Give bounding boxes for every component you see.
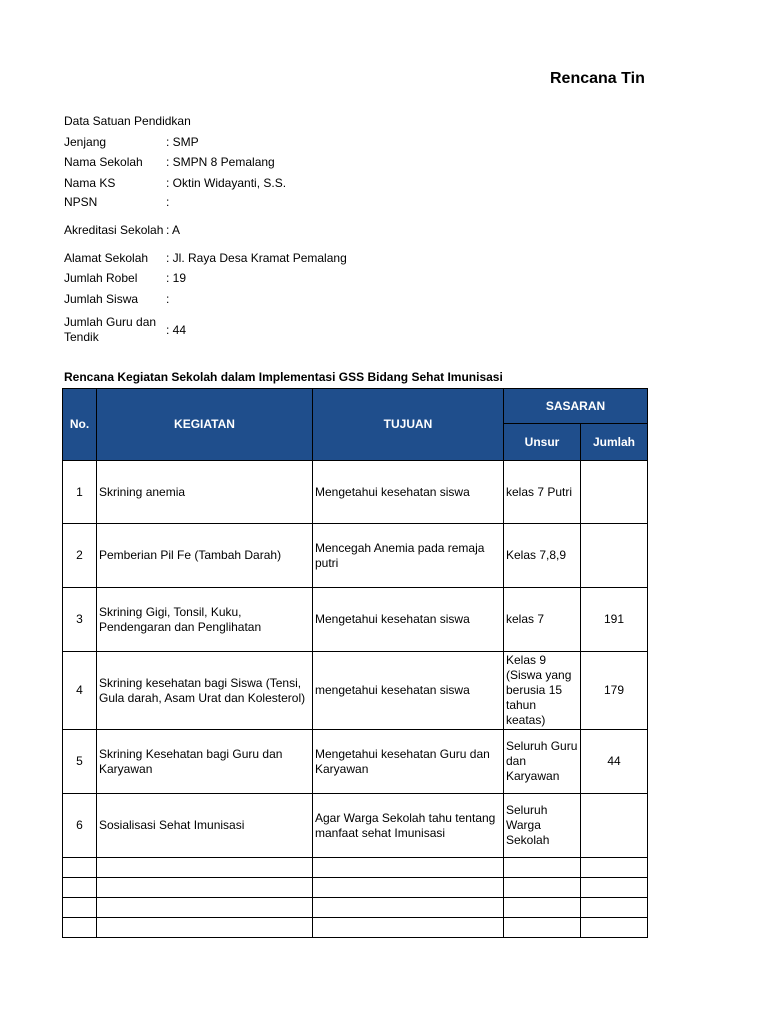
- info-value: : SMPN 8 Pemalang: [166, 155, 275, 169]
- school-info: [64, 112, 484, 350]
- info-label: NPSN: [64, 195, 98, 209]
- row-jumlah: [581, 794, 648, 858]
- info-row-guru-tendik: [64, 310, 484, 350]
- row-jumlah: [581, 461, 648, 524]
- info-value: : Oktin Widayanti, S.S.: [166, 175, 287, 190]
- empty-cell: [97, 918, 313, 938]
- row-kegiatan: Skrining anemia: [97, 461, 313, 524]
- info-label: Jumlah Robel: [64, 270, 138, 285]
- info-value: : 44: [166, 322, 187, 337]
- empty-row: [63, 898, 648, 918]
- row-kegiatan: Skrining Gigi, Tonsil, Kuku, Pendengaran dan Penglihatan: [97, 588, 313, 652]
- info-value: : A: [166, 222, 181, 237]
- row-tujuan: mengetahui kesehatan siswa: [313, 652, 504, 730]
- info-value: :: [166, 195, 170, 209]
- empty-cell: [581, 858, 648, 878]
- row-tujuan: Mengetahui kesehatan Guru dan Karyawan: [313, 730, 504, 794]
- row-unsur: kelas 7: [504, 588, 581, 652]
- row-no: 1: [63, 461, 97, 524]
- row-kegiatan: Skrining Kesehatan bagi Guru dan Karyawan: [97, 730, 313, 794]
- row-unsur: Kelas 9 (Siswa yang berusia 15 tahun keatas): [504, 652, 581, 730]
- header-kegiatan: KEGIATAN: [97, 389, 313, 461]
- row-jumlah: 179: [581, 652, 648, 730]
- table-row: [63, 794, 648, 858]
- row-kegiatan: Sosialisasi Sehat Imunisasi: [97, 794, 313, 858]
- header-sasaran: SASARAN: [504, 389, 648, 424]
- empty-cell: [313, 858, 504, 878]
- row-kegiatan: Skrining kesehatan bagi Siswa (Tensi, Gula darah, Asam Urat dan Kolesterol): [97, 652, 313, 730]
- empty-cell: [581, 878, 648, 898]
- row-unsur: Seluruh Warga Sekolah: [504, 794, 581, 858]
- header-no: No.: [63, 389, 97, 461]
- empty-cell: [97, 858, 313, 878]
- info-row-jenjang: [64, 132, 484, 152]
- row-tujuan: Agar Warga Sekolah tahu tentang manfaat sehat Imunisasi: [313, 794, 504, 858]
- empty-cell: [313, 878, 504, 898]
- table-row: [63, 461, 648, 524]
- row-no: 5: [63, 730, 97, 794]
- info-value: :: [166, 291, 170, 306]
- header-unsur: Unsur: [504, 424, 581, 461]
- info-label: Alamat Sekolah: [64, 250, 149, 265]
- info-row-alamat: [64, 248, 484, 268]
- row-no: 3: [63, 588, 97, 652]
- table-row: [63, 730, 648, 794]
- empty-cell: [504, 858, 581, 878]
- row-kegiatan: Pemberian Pil Fe (Tambah Darah): [97, 524, 313, 588]
- empty-cell: [581, 898, 648, 918]
- empty-cell: [313, 898, 504, 918]
- row-unsur: Seluruh Guru dan Karyawan: [504, 730, 581, 794]
- info-value: : SMP: [166, 134, 199, 149]
- empty-cell: [504, 918, 581, 938]
- row-jumlah: 191: [581, 588, 648, 652]
- info-label: Nama KS: [64, 175, 116, 190]
- empty-cell: [63, 858, 97, 878]
- table-row: [63, 524, 648, 588]
- row-unsur: Kelas 7,8,9: [504, 524, 581, 588]
- info-row-akreditasi: [64, 212, 484, 248]
- info-label: Nama Sekolah: [64, 155, 143, 169]
- info-label: Jenjang: [64, 134, 107, 149]
- empty-cell: [63, 918, 97, 938]
- table-row: [63, 588, 648, 652]
- empty-row: [63, 878, 648, 898]
- info-row-nama-ks: [64, 173, 484, 193]
- info-row-siswa: [64, 288, 484, 310]
- row-no: 4: [63, 652, 97, 730]
- info-label: Jumlah Guru dan Tendik: [64, 315, 157, 344]
- info-row-robel: [64, 268, 484, 288]
- row-tujuan: Mengetahui kesehatan siswa: [313, 461, 504, 524]
- info-row-npsn: [64, 193, 484, 212]
- row-no: 2: [63, 524, 97, 588]
- table-row: [63, 652, 648, 730]
- row-jumlah: 44: [581, 730, 648, 794]
- info-heading: Data Satuan Pendidkan: [64, 114, 191, 128]
- empty-cell: [63, 898, 97, 918]
- header-tujuan: TUJUAN: [313, 389, 504, 461]
- empty-row: [63, 918, 648, 938]
- empty-row: [63, 858, 648, 878]
- empty-cell: [63, 878, 97, 898]
- row-unsur: kelas 7 Putri: [504, 461, 581, 524]
- empty-cell: [313, 918, 504, 938]
- empty-cell: [97, 898, 313, 918]
- info-label: Jumlah Siswa: [64, 291, 139, 306]
- page-title: Rencana Tin: [550, 70, 645, 87]
- row-tujuan: Mencegah Anemia pada remaja putri: [313, 524, 504, 588]
- empty-cell: [97, 878, 313, 898]
- row-no: 6: [63, 794, 97, 858]
- activity-table: [62, 388, 648, 938]
- info-value: : 19: [166, 270, 187, 285]
- empty-cell: [581, 918, 648, 938]
- info-value: : Jl. Raya Desa Kramat Pemalang: [166, 250, 347, 265]
- header-jumlah: Jumlah: [581, 424, 648, 461]
- table-title: Rencana Kegiatan Sekolah dalam Implementasi GSS Bidang Sehat Imunisasi: [64, 370, 503, 384]
- row-tujuan: Mengetahui kesehatan siswa: [313, 588, 504, 652]
- row-jumlah: [581, 524, 648, 588]
- info-row-nama-sekolah: [64, 152, 484, 173]
- empty-cell: [504, 898, 581, 918]
- info-label: Akreditasi Sekolah: [64, 222, 164, 237]
- empty-cell: [504, 878, 581, 898]
